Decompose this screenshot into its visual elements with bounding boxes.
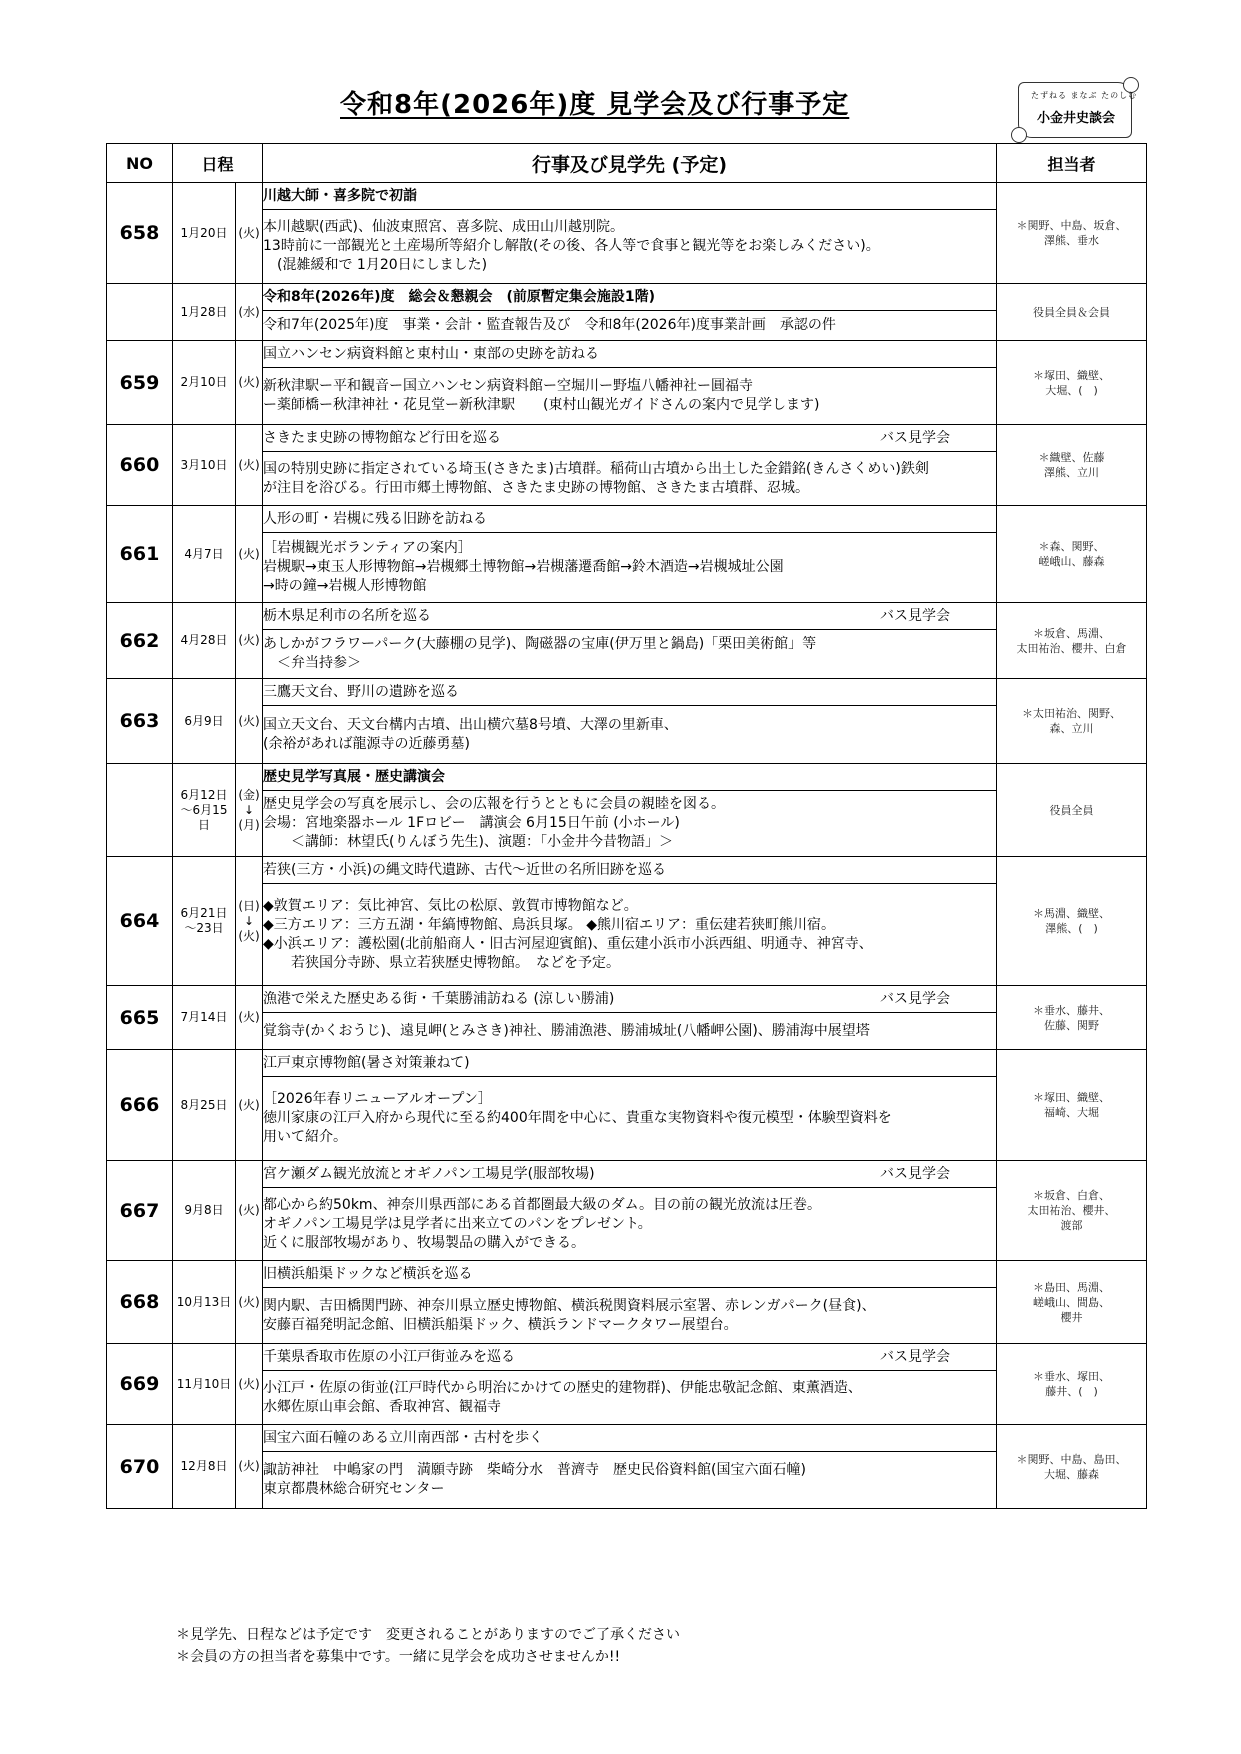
event-details-cell: [263, 630, 997, 679]
event-detail-line: ［岩槻観光ボランティアの案内］: [263, 540, 472, 556]
staff-cell: [997, 1344, 1147, 1425]
event-detail-line: 都心から約50km、神奈川県西部にある首都圏最大級のダム。目の前の観光放流は圧巻。: [263, 1196, 821, 1213]
event-detail-line: 徳川家康の江戸入府から現代に至る約400年間を中心に、貴重な実物資料や復元模型・体験型資料を: [263, 1110, 892, 1126]
weekday-line: (火): [238, 225, 260, 240]
event-title: 江戸東京博物館(暑さ対策兼ねて): [263, 1054, 470, 1071]
date-line: 6月21日: [180, 906, 228, 920]
event-weekday: [236, 1425, 263, 1509]
weekday-line: (月): [238, 817, 260, 832]
staff-cell: [997, 284, 1147, 341]
date-line: 1月20日: [180, 225, 228, 240]
staff-line: 渡部: [1060, 1219, 1083, 1232]
table-row-details: [107, 1013, 1147, 1050]
staff-line: 太田祐治、櫻井、: [1027, 1204, 1116, 1217]
event-date: [173, 284, 236, 341]
table-row: [107, 1161, 1147, 1188]
weekday-line: (火): [238, 457, 260, 472]
table-row: [107, 986, 1147, 1013]
staff-line: ＊垂水、藤井、: [1033, 1003, 1111, 1017]
table-row-details: [107, 1452, 1147, 1509]
event-details-cell: [263, 884, 997, 986]
event-detail-line: (余裕があれば龍源寺の近藤勇墓): [263, 735, 470, 752]
event-title: 国宝六面石幢のある立川南西部・古村を歩く: [263, 1429, 544, 1446]
staff-line: 嵯峨山、間島、: [1033, 1295, 1111, 1309]
event-number: 661: [107, 506, 173, 603]
club-logo: [1018, 82, 1138, 138]
event-detail-line: 国の特別史跡に指定されている埼玉(さきたま)古墳群。稲荷山古墳から出土した金錯銘(きんさくめい)鉄剣: [263, 460, 929, 477]
event-number: 664: [107, 857, 173, 986]
date-line: 日: [197, 817, 210, 832]
event-detail-line: 東京都農林総合研究センター: [263, 1481, 445, 1497]
table-row: [107, 679, 1147, 706]
event-detail-line: 岩槻駅→東玉人形博物館→岩槻郷土博物館→岩槻藩遷喬館→鈴木酒造→岩槻城址公園: [263, 559, 784, 575]
table-row: [107, 1344, 1147, 1371]
event-date: [173, 1425, 236, 1509]
event-detail-line: ◆敦賀エリア：気比神宮、気比の松原、敦賀市博物館など。: [263, 897, 638, 914]
event-title-cell: [263, 284, 997, 311]
event-date: [173, 857, 236, 986]
event-number: 666: [107, 1050, 173, 1161]
table-row: [107, 1425, 1147, 1452]
event-detail-line: 諏訪神社 中嶋家の門 満願寺跡 柴崎分水 普濟寺 歴史民俗資料館(国宝六面石幢): [263, 1462, 806, 1478]
event-detail-line: 覚翁寺(かくおうじ)、遠見岬(とみさき)神社、勝浦漁港、勝浦城址(八幡岬公園)、勝浦海中展望塔: [263, 1022, 870, 1039]
event-details-cell: [263, 1452, 997, 1509]
logo-scroll-curl: [1011, 127, 1027, 143]
event-details-cell: [263, 311, 997, 341]
staff-line: ＊塚田、織壁、: [1033, 1091, 1111, 1104]
event-weekday: [236, 1050, 263, 1161]
date-line: 3月10日: [180, 457, 228, 472]
event-title-cell: [263, 603, 997, 630]
event-detail-line: →時の鐘→岩槻人形博物館: [263, 578, 427, 594]
staff-line: 大堀、藤森: [1044, 1467, 1100, 1481]
table-row: [107, 857, 1147, 884]
bus-tour-label: バス見学会: [880, 430, 951, 446]
event-details-cell: [263, 533, 997, 603]
event-weekday: [236, 284, 263, 341]
staff-line: ＊坂倉、馬淵、: [1033, 626, 1111, 640]
date-line: 9月8日: [184, 1203, 224, 1217]
event-detail-line: 会場：宮地楽器ホール 1Fロビー 講演会 6月15日午前 (小ホール): [263, 815, 680, 831]
event-title: 宮ケ瀬ダム観光放流とオギノパン工場見学(服部牧場): [263, 1165, 595, 1182]
staff-line: 大堀、( ): [1045, 383, 1098, 397]
event-title: 人形の町・岩槻に残る旧跡を訪ねる: [263, 510, 488, 527]
event-number: 660: [107, 425, 173, 506]
table-row: [107, 1050, 1147, 1077]
event-date: [173, 425, 236, 506]
event-number: 659: [107, 341, 173, 425]
staff-line: 澤熊、垂水: [1044, 234, 1100, 247]
date-line: 1月28日: [180, 304, 228, 319]
event-details-cell: [263, 791, 997, 857]
table-row-details: [107, 1188, 1147, 1261]
event-date: [173, 1344, 236, 1425]
event-detail-line: 国立天文台、天文台構内古墳、出山横穴墓8号墳、大澤の里新車、: [263, 716, 678, 733]
event-detail-line: 近くに服部牧場があり、牧場製品の購入ができる。: [263, 1234, 586, 1251]
table-row-details: [107, 884, 1147, 986]
event-number: 667: [107, 1161, 173, 1261]
event-detail-line: 新秋津駅ー平和観音ー国立ハンセン病資料館ー空堀川ー野塩八幡神社ー圓福寺: [263, 378, 754, 394]
event-number: 668: [107, 1261, 173, 1344]
event-weekday: [236, 986, 263, 1050]
event-title: 栃木県足利市の名所を巡る: [263, 607, 432, 624]
staff-line: 藤井、( ): [1045, 1385, 1098, 1398]
event-detail-line: (混雑緩和で 1月20日にしました): [263, 257, 488, 273]
staff-cell: [997, 183, 1147, 284]
staff-line: 役員全員＆会員: [1033, 305, 1111, 319]
date-line: 10月13日: [176, 1294, 232, 1309]
event-title: 三鷹天文台、野川の遺跡を巡る: [263, 683, 460, 700]
table-row-details: [107, 1077, 1147, 1161]
event-detail-line: 若狭国分寺跡、県立若狭歴史博物館。 などを予定。: [263, 954, 621, 971]
event-date: [173, 341, 236, 425]
event-weekday: [236, 679, 263, 764]
staff-cell: [997, 679, 1147, 764]
event-title-cell: [263, 506, 997, 533]
column-header-no: NO: [107, 144, 173, 183]
event-detail-line: ◆三方エリア：三方五湖・年縞博物館、鳥浜貝塚。 ◆熊川宿エリア：重伝建若狭町熊川宿。: [263, 916, 835, 933]
staff-line: ＊島田、馬淵、: [1033, 1280, 1111, 1294]
event-detail-line: 小江戸・佐原の街並(江戸時代から明治にかけての歴史的建物群)、伊能忠敬記念館、東薫酒造、: [263, 1379, 862, 1396]
event-title-cell: [263, 425, 997, 452]
staff-cell: [997, 1425, 1147, 1509]
table-row: [107, 425, 1147, 452]
column-header-staff: 担当者: [997, 144, 1147, 183]
event-detail-line: 安藤百福発明記念館、旧横浜船渠ドック、横浜ランドマークタワー展望台。: [263, 1316, 738, 1333]
staff-cell: [997, 1050, 1147, 1161]
staff-line: ＊坂倉、白倉、: [1033, 1189, 1111, 1202]
event-title-cell: [263, 1161, 997, 1188]
event-title-cell: [263, 1050, 997, 1077]
staff-cell: [997, 986, 1147, 1050]
staff-line: 福崎、大堀: [1044, 1106, 1100, 1119]
staff-line: 櫻井: [1060, 1310, 1083, 1324]
staff-cell: [997, 857, 1147, 986]
table-row: [107, 1261, 1147, 1288]
footnote: ＊会員の方の担当者を募集中です。一緒に見学会を成功させませんか!!: [176, 1649, 621, 1665]
staff-line: ＊織壁、佐藤: [1038, 451, 1105, 464]
event-details-cell: [263, 1288, 997, 1344]
event-detail-line: 水郷佐原山車会館、香取神宮、観福寺: [263, 1398, 502, 1415]
event-date: [173, 986, 236, 1050]
staff-cell: [997, 603, 1147, 679]
event-detail-line: 関内駅、吉田橋関門跡、神奈川県立歴史博物館、横浜税関資料展示室署、赤レンガパーク(昼食)、: [263, 1297, 876, 1314]
event-date: [173, 679, 236, 764]
event-title: 若狭(三方・小浜)の縄文時代遺跡、古代～近世の名所旧跡を巡る: [263, 861, 666, 878]
event-details-cell: [263, 452, 997, 506]
event-detail-line: ［2026年春リニューアルオープン］: [263, 1091, 492, 1107]
event-date: [173, 1050, 236, 1161]
table-row-details: [107, 311, 1147, 341]
column-header-date: 日程: [173, 144, 263, 183]
event-title: 令和8年(2026年)度 総会＆懇親会 (前原暫定集会施設1階): [263, 288, 656, 305]
date-line: ～6月15: [180, 802, 228, 817]
table-row: [107, 764, 1147, 791]
event-number: [107, 764, 173, 857]
event-weekday: [236, 1161, 263, 1261]
event-detail-line: オギノパン工場見学は見学者に出来立てのパンをプレゼント。: [263, 1215, 652, 1232]
staff-line: 澤熊、( ): [1045, 922, 1098, 935]
table-row-details: [107, 452, 1147, 506]
table-row-details: [107, 210, 1147, 284]
staff-line: ＊関野、中島、坂倉、: [1016, 219, 1127, 232]
staff-line: ＊馬淵、織壁、: [1033, 907, 1111, 920]
table-row: [107, 284, 1147, 311]
event-title-cell: [263, 1344, 997, 1371]
event-detail-line: が注目を浴びる。行田市郷土博物館、さきたま史跡の博物館、さきたま古墳群、忍城。: [263, 479, 810, 496]
table-row-details: [107, 791, 1147, 857]
date-line: 6月12日: [180, 787, 228, 802]
logo-name: 小金井史談会: [1037, 111, 1116, 126]
event-detail-line: 13時前に一部観光と土産場所等紹介し解散(その後、各人等で食事と観光等をお楽しみください)。: [263, 238, 880, 254]
table-row: [107, 506, 1147, 533]
event-detail-line: 令和7年(2025年)度 事業・会計・監査報告及び 令和8年(2026年)度事業計画 承認の件: [263, 317, 836, 333]
event-weekday: [236, 506, 263, 603]
staff-line: ＊垂水、塚田、: [1033, 1370, 1111, 1383]
staff-cell: [997, 506, 1147, 603]
weekday-line: (火): [238, 1097, 260, 1112]
event-title-cell: [263, 679, 997, 706]
staff-line: ＊塚田、織壁、: [1033, 368, 1111, 382]
event-number: 665: [107, 986, 173, 1050]
weekday-line: (火): [238, 1376, 260, 1391]
staff-cell: [997, 425, 1147, 506]
table-row-details: [107, 368, 1147, 425]
event-title-cell: [263, 857, 997, 884]
date-line: 7月14日: [180, 1010, 228, 1024]
footnotes: [176, 1624, 680, 1668]
schedule-body: [107, 183, 1147, 1509]
weekday-line: (火): [238, 1010, 260, 1024]
staff-line: 嵯峨山、藤森: [1038, 555, 1105, 568]
event-detail-line: 歴史見学会の写真を展示し、会の広報を行うとともに会員の親睦を図る。: [263, 796, 726, 812]
event-date: [173, 603, 236, 679]
staff-cell: [997, 764, 1147, 857]
staff-line: 澤熊、立川: [1044, 466, 1100, 479]
event-date: [173, 1261, 236, 1344]
weekday-line: (火): [238, 1459, 260, 1473]
event-detail-line: ◆小浜エリア：護松園(北前船商人・旧古河屋迎賓館)、重伝建小浜市小浜西組、明通寺、神宮寺、: [263, 935, 873, 952]
event-title: 歴史見学写真展・歴史講演会: [263, 768, 446, 785]
event-weekday: [236, 857, 263, 986]
staff-line: 森、立川: [1049, 722, 1094, 735]
date-line: 2月10日: [180, 375, 228, 389]
event-title-cell: [263, 1261, 997, 1288]
weekday-line: (火): [238, 928, 260, 943]
table-row-details: [107, 1371, 1147, 1425]
staff-line: ＊太田祐治、関野、: [1022, 707, 1122, 720]
event-date: [173, 1161, 236, 1261]
weekday-line: ↓: [243, 913, 255, 928]
date-line: 12月8日: [180, 1459, 228, 1473]
page-title: 令和8年(2026年)度 見学会及び行事予定: [340, 90, 850, 120]
date-line: 4月28日: [180, 633, 228, 647]
table-row-details: [107, 533, 1147, 603]
date-line: 11月10日: [176, 1376, 232, 1391]
table-row-details: [107, 1288, 1147, 1344]
event-number: 658: [107, 183, 173, 284]
event-details-cell: [263, 1188, 997, 1261]
event-date: [173, 183, 236, 284]
date-line: ～23日: [184, 921, 224, 935]
event-date: [173, 764, 236, 857]
event-title: 千葉県香取市佐原の小江戸街並みを巡る: [263, 1348, 516, 1365]
event-details-cell: [263, 210, 997, 284]
event-title: 旧横浜船渠ドックなど横浜を巡る: [263, 1265, 473, 1282]
table-row: [107, 183, 1147, 210]
event-weekday: [236, 1344, 263, 1425]
event-details-cell: [263, 1371, 997, 1425]
footnote: ＊見学先、日程などは予定です 変更されることがありますのでご了承ください: [176, 1627, 680, 1643]
bus-tour-label: バス見学会: [880, 608, 951, 624]
event-weekday: [236, 341, 263, 425]
event-weekday: [236, 764, 263, 857]
event-weekday: [236, 183, 263, 284]
event-weekday: [236, 425, 263, 506]
date-line: 6月9日: [184, 713, 224, 728]
event-title: さきたま史跡の博物館など行田を巡る: [263, 429, 502, 446]
event-date: [173, 506, 236, 603]
table-row: [107, 341, 1147, 368]
table-header-row: [107, 144, 1147, 183]
weekday-line: (火): [238, 633, 260, 647]
weekday-line: (火): [238, 546, 260, 561]
event-weekday: [236, 603, 263, 679]
date-line: 4月7日: [184, 546, 224, 561]
event-detail-line: ー薬師橋ー秋津神社・花見堂ー新秋津駅 (東村山観光ガイドさんの案内で見学します): [263, 397, 820, 413]
logo-tagline: たずねる まなぶ たのしむ: [1031, 91, 1138, 100]
event-detail-line: ＜講師：林望氏(りんぼう先生)、演題：「小金井今昔物語」＞: [263, 834, 673, 850]
bus-tour-label: バス見学会: [880, 991, 951, 1007]
event-title: 漁港で栄えた歴史ある街・千葉勝浦訪ねる (涼しい勝浦): [263, 990, 615, 1007]
staff-line: 太田祐治、櫻井、白倉: [1016, 641, 1127, 655]
weekday-line: (金): [238, 787, 260, 802]
event-title-cell: [263, 341, 997, 368]
staff-cell: [997, 1161, 1147, 1261]
event-detail-line: ＜弁当持参＞: [263, 655, 362, 671]
event-title-cell: [263, 986, 997, 1013]
table-row-details: [107, 630, 1147, 679]
staff-line: ＊森、関野、: [1038, 540, 1105, 553]
event-title: 国立ハンセン病資料館と東村山・東部の史跡を訪ねる: [263, 345, 600, 362]
event-detail-line: 用いて紹介。: [263, 1129, 348, 1145]
date-line: 8月25日: [180, 1097, 228, 1112]
column-header-event: 行事及び見学先 (予定): [263, 144, 997, 183]
schedule-table: [106, 143, 1147, 1509]
event-details-cell: [263, 1077, 997, 1161]
event-number: 663: [107, 679, 173, 764]
event-number: [107, 284, 173, 341]
weekday-line: (火): [238, 1203, 260, 1217]
event-details-cell: [263, 368, 997, 425]
weekday-line: (火): [238, 375, 260, 389]
staff-line: ＊関野、中島、島田、: [1016, 1452, 1127, 1466]
event-details-cell: [263, 1013, 997, 1050]
staff-cell: [997, 341, 1147, 425]
weekday-line: (火): [238, 1294, 260, 1309]
event-detail-line: 本川越駅(西武)、仙波東照宮、喜多院、成田山川越別院。: [263, 219, 624, 235]
staff-line: 役員全員: [1049, 803, 1094, 817]
table-row: [107, 603, 1147, 630]
event-title-cell: [263, 1425, 997, 1452]
event-details-cell: [263, 706, 997, 764]
bus-tour-label: バス見学会: [880, 1166, 951, 1182]
event-weekday: [236, 1261, 263, 1344]
weekday-line: (火): [238, 713, 260, 728]
staff-cell: [997, 1261, 1147, 1344]
event-number: 670: [107, 1425, 173, 1509]
event-number: 662: [107, 603, 173, 679]
table-row-details: [107, 706, 1147, 764]
event-title: 川越大師・喜多院で初詣: [263, 187, 418, 204]
weekday-line: (日): [238, 898, 260, 913]
weekday-line: ↓: [243, 802, 255, 817]
weekday-line: (水): [238, 304, 260, 319]
event-title-cell: [263, 183, 997, 210]
event-number: 669: [107, 1344, 173, 1425]
event-detail-line: あしかがフラワーパーク(大藤棚の見学)、陶磁器の宝庫(伊万里と鍋島)「栗田美術館」等: [263, 636, 817, 652]
event-title-cell: [263, 764, 997, 791]
staff-line: 佐藤、関野: [1044, 1018, 1100, 1032]
bus-tour-label: バス見学会: [880, 1349, 951, 1365]
